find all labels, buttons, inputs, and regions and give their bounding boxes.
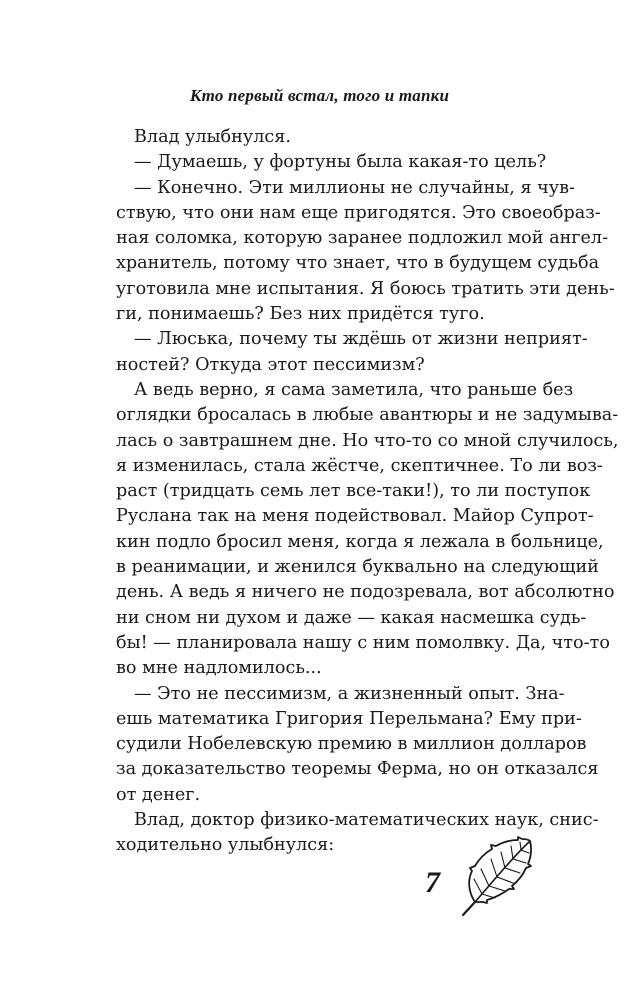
text-line: — Конечно. Эти миллионы не случайны, я чув- [134,177,575,198]
running-head: Кто первый встал, того и тапки [189,86,450,105]
text-line: раст (тридцать семь лет все-таки!), то ли поступок [116,481,591,502]
text-line: — Думаешь, у фортуны была какая-то цель? [134,152,547,173]
text-line: ешь математика Григория Перельмана? Ему при- [116,708,582,729]
text-line: ностей? Откуда этот пессимизм? [116,354,425,375]
text-line: — Люська, почему ты ждёшь от жизни неприят- [134,329,588,350]
text-line: от денег. [116,784,201,805]
text-line: во мне надломилось... [116,658,322,679]
page-number: 7 [425,866,440,899]
text-line: бы! — планировала нашу с ним помолвку. Да, что-то [116,632,610,653]
body-text [116,125,619,859]
text-line: в реанимации, и женился буквально на следующий [116,557,599,578]
text-line: оглядки бросалась в любые авантюры и не задумыва- [116,405,619,426]
text-line: ствую, что они нам еще пригодятся. Это своеобраз- [116,202,601,223]
text-line: день. А ведь я ничего не подозревала, вот абсолютно [116,582,615,603]
text-line: Влад, доктор физико-математических наук, снис- [134,810,599,831]
text-line: ги, понимаешь? Без них придётся туго. [116,304,485,325]
text-line: ходительно улыбнулся: [116,835,335,856]
text-line: хранитель, потому что знает, что в будущем судьба [116,253,600,274]
text-line: судили Нобелевскую премию в миллион долларов [116,734,587,755]
text-line: лась о завтрашнем дне. Но что-то со мной случилось, [116,430,619,451]
text-line: — Это не пессимизм, а жизненный опыт. Зна- [134,683,565,704]
text-line: А ведь верно, я сама заметила, что раньше без [134,379,574,400]
leaf-icon [455,835,535,920]
text-line: ная соломка, которую заранее подложил мой ангел- [116,228,609,249]
text-line: кин подло бросил меня, когда я лежала в больнице, [116,531,604,552]
text-line: за доказательство теоремы Ферма, но он отказался [116,759,599,780]
text-line: уготовила мне испытания. Я боюсь тратить эти день- [116,278,615,299]
text-line: ни сном ни духом и даже — какая насмешка судь- [116,607,587,628]
text-line: я изменилась, стала жёстче, скептичнее. То ли воз- [116,455,603,476]
text-line: Влад улыбнулся. [134,127,291,147]
text-line: Руслана так на меня подействовал. Майор Супрот- [116,506,594,527]
